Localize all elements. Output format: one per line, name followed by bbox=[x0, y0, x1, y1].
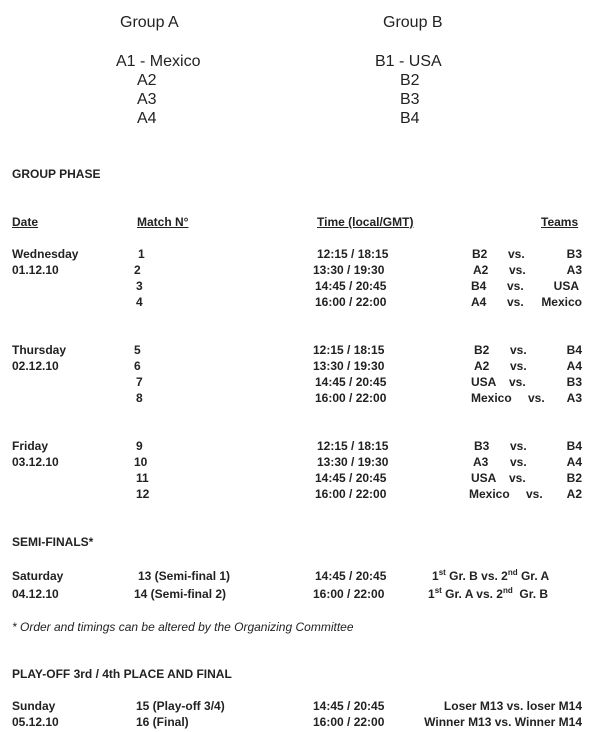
match-time: 16:00 / 22:00 bbox=[313, 587, 385, 601]
match-number: 15 (Play-off 3/4) bbox=[136, 699, 225, 713]
match-time: 14:45 / 20:45 bbox=[315, 375, 387, 389]
semi-final-pairing: 1st Gr. A vs. 2nd Gr. B bbox=[428, 586, 549, 601]
match-number: 8 bbox=[136, 391, 143, 405]
vs-label: vs. bbox=[507, 279, 524, 293]
team-away: B4 bbox=[566, 439, 582, 453]
group-b-title: Group B bbox=[383, 14, 443, 31]
team-away: B4 bbox=[566, 343, 582, 357]
header-date: Date bbox=[12, 215, 39, 229]
team-away: A4 bbox=[566, 359, 582, 373]
day-name: Wednesday bbox=[12, 247, 79, 261]
vs-label: vs. bbox=[510, 359, 527, 373]
team-home: A4 bbox=[471, 295, 487, 309]
day-date: 05.12.10 bbox=[12, 715, 59, 729]
match-number: 5 bbox=[134, 343, 141, 357]
team-away: B2 bbox=[566, 471, 582, 485]
team-away: Mexico bbox=[541, 295, 582, 309]
semi-finals-title: SEMI-FINALS* bbox=[12, 535, 94, 549]
match-number: 10 bbox=[134, 455, 148, 469]
team-home: USA bbox=[471, 471, 497, 485]
team-away: B3 bbox=[566, 247, 582, 261]
match-time: 14:45 / 20:45 bbox=[315, 279, 387, 293]
finals-title: PLAY-OFF 3rd / 4th PLACE AND FINAL bbox=[12, 667, 232, 681]
match-time: 13:30 / 19:30 bbox=[317, 455, 389, 469]
match-time: 14:45 / 20:45 bbox=[315, 569, 387, 583]
match-time: 16:00 / 22:00 bbox=[315, 391, 387, 405]
team-home: A3 bbox=[473, 455, 489, 469]
vs-label: vs. bbox=[510, 439, 527, 453]
team-away: A3 bbox=[566, 391, 582, 405]
team-home: B2 bbox=[474, 343, 490, 357]
team-home: USA bbox=[471, 375, 497, 389]
vs-label: vs. bbox=[510, 455, 527, 469]
match-number: 12 bbox=[136, 487, 150, 501]
team-away: A2 bbox=[566, 487, 582, 501]
header-time: Time (local/GMT) bbox=[317, 215, 414, 229]
match-number: 2 bbox=[134, 263, 141, 277]
team-home: B2 bbox=[472, 247, 488, 261]
footnote: * Order and timings can be altered by the Organizing Committee bbox=[12, 620, 354, 634]
team-away: USA bbox=[553, 279, 579, 293]
match-number: 7 bbox=[136, 375, 143, 389]
match-time: 12:15 / 18:15 bbox=[317, 439, 389, 453]
match-time: 16:00 / 22:00 bbox=[315, 487, 387, 501]
day-date: 03.12.10 bbox=[12, 455, 59, 469]
match-time: 12:15 / 18:15 bbox=[313, 343, 385, 357]
vs-label: vs. bbox=[508, 247, 525, 261]
match-time: 12:15 / 18:15 bbox=[317, 247, 389, 261]
vs-label: vs. bbox=[507, 295, 524, 309]
day-date: 01.12.10 bbox=[12, 263, 59, 277]
vs-label: vs. bbox=[510, 343, 527, 357]
match-number: 4 bbox=[136, 295, 143, 309]
group-a-title: Group A bbox=[120, 14, 179, 31]
header-match: Match N° bbox=[137, 215, 189, 229]
match-number: 6 bbox=[134, 359, 141, 373]
semi-final-pairing: 1st Gr. B vs. 2nd Gr. A bbox=[432, 568, 550, 583]
day-name: Saturday bbox=[12, 569, 64, 583]
group-b-team: B1 - USA bbox=[375, 53, 442, 70]
day-name: Sunday bbox=[12, 699, 56, 713]
group-a-team: A2 bbox=[137, 72, 157, 89]
team-home: Mexico bbox=[469, 487, 510, 501]
match-time: 14:45 / 20:45 bbox=[315, 471, 387, 485]
group-a-team: A3 bbox=[137, 91, 157, 108]
match-number: 14 (Semi-final 2) bbox=[134, 587, 227, 601]
team-away: A4 bbox=[566, 455, 582, 469]
match-number: 13 (Semi-final 1) bbox=[138, 569, 231, 583]
header-teams: Teams bbox=[541, 215, 579, 229]
vs-label: vs. bbox=[528, 391, 545, 405]
match-time: 16:00 / 22:00 bbox=[315, 295, 387, 309]
match-number: 11 bbox=[136, 471, 149, 485]
group-a-team: A4 bbox=[137, 110, 157, 127]
day-name: Thursday bbox=[12, 343, 67, 357]
vs-label: vs. bbox=[509, 471, 526, 485]
group-b-team: B3 bbox=[400, 91, 420, 108]
group-a-team: A1 - Mexico bbox=[116, 53, 201, 70]
group-b-team: B4 bbox=[400, 110, 420, 127]
match-time: 13:30 / 19:30 bbox=[313, 359, 385, 373]
vs-label: vs. bbox=[509, 375, 526, 389]
match-number: 3 bbox=[136, 279, 143, 293]
day-date: 02.12.10 bbox=[12, 359, 59, 373]
vs-label: vs. bbox=[509, 263, 526, 277]
team-home: B4 bbox=[471, 279, 487, 293]
match-number: 1 bbox=[138, 247, 145, 261]
match-number: 9 bbox=[136, 439, 143, 453]
day-date: 04.12.10 bbox=[12, 587, 59, 601]
day-name: Friday bbox=[12, 439, 49, 453]
team-away: A3 bbox=[566, 263, 582, 277]
team-home: A2 bbox=[473, 263, 489, 277]
group-b-team: B2 bbox=[400, 72, 420, 89]
vs-label: vs. bbox=[526, 487, 543, 501]
final-pairing: Loser M13 vs. loser M14 bbox=[443, 699, 582, 713]
team-away: B3 bbox=[566, 375, 582, 389]
team-home: B3 bbox=[474, 439, 490, 453]
match-time: 16:00 / 22:00 bbox=[313, 715, 385, 729]
match-number: 16 (Final) bbox=[136, 715, 189, 729]
match-time: 14:45 / 20:45 bbox=[313, 699, 385, 713]
team-home: Mexico bbox=[471, 391, 512, 405]
group-phase-title: GROUP PHASE bbox=[12, 167, 101, 181]
final-pairing: Winner M13 vs. Winner M14 bbox=[424, 715, 582, 729]
team-home: A2 bbox=[474, 359, 490, 373]
match-time: 13:30 / 19:30 bbox=[313, 263, 385, 277]
